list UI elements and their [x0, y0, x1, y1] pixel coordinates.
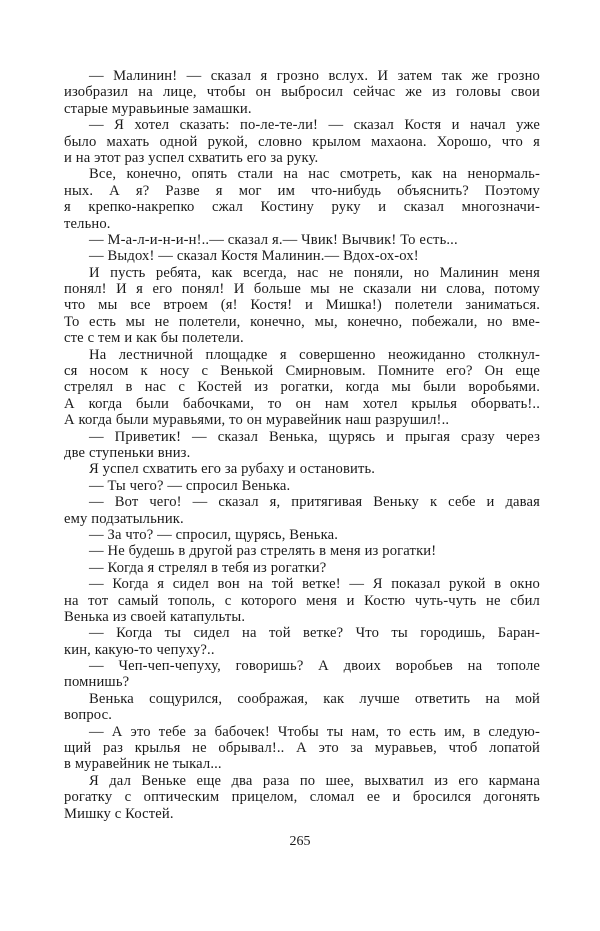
paragraph	[64, 658, 540, 691]
text-line: Все, конечно, опять стали на нас смотреть, как на ненормаль-	[89, 166, 540, 183]
text-line: То есть мы не полетели, конечно, мы, конечно, побежали, но вме-	[64, 313, 540, 330]
paragraph	[64, 248, 540, 264]
text-line: На лестничной площадке я совершенно неожиданно столкнул-	[89, 346, 540, 363]
text-line: и на этот раз успел схватить его за руку.	[64, 149, 319, 166]
text-line: кин, какую-то чепуху?..	[64, 641, 215, 658]
text-line: Я успел схватить его за рубаху и остановить.	[89, 461, 376, 478]
text-line: — Когда я стрелял в тебя из рогатки?	[89, 559, 327, 576]
text-line: Венька сощурился, соображая, как лучше ответить на мой	[89, 690, 540, 707]
text-line: рогатку с оптическим прицелом, сломал ее и бросился догонять	[64, 789, 540, 806]
text-line: ных. А я? Разве я мог им что-нибудь объяснить? Поэтому	[64, 182, 540, 199]
text-line: на тот самый тополь, с которого меня и Костю чуть-чуть не сбил	[64, 592, 540, 609]
text-line: понял! И я его понял! И больше мы не сказали ни слова, потому	[64, 281, 540, 298]
page-number: 265	[289, 834, 311, 849]
text-line: А когда были муравьями, то он муравейник наш разрушил!..	[64, 412, 450, 429]
text-line: — Приветик! — сказал Венька, щурясь и прыгая сразу через	[89, 428, 540, 445]
text-line: — За что? — спросил, щурясь, Венька.	[89, 526, 339, 543]
text-line: ему подзатыльник.	[64, 510, 184, 527]
text-line: изобразил на лице, чтобы он выбросил сейчас же из головы свои	[64, 84, 540, 101]
text-line: — Когда ты сидел на той ветке? Что ты городишь, Баран-	[89, 625, 540, 642]
text-line: И пусть ребята, как всегда, нас не поняли, но Малинин меня	[89, 264, 540, 281]
paragraph	[64, 232, 540, 248]
paragraph	[64, 773, 540, 822]
text-line: — Чеп-чеп-чепуху, говоришь? А двоих воробьев на тополе	[89, 658, 540, 675]
text-line: ся носом к носу с Венькой Смирновым. Помните его? Он еще	[64, 363, 540, 380]
paragraph	[64, 478, 540, 494]
paragraph	[64, 691, 540, 724]
text-line: вопрос.	[64, 707, 113, 724]
text-line: щий раз крылья не обрывал!.. А это за муравьев, чтоб лопатой	[64, 740, 540, 757]
paragraph	[64, 68, 540, 117]
text-line: — Малинин! — сказал я грозно вслух. И затем так же грозно	[89, 68, 540, 84]
text-line: две ступеньки вниз.	[64, 444, 191, 461]
paragraph	[64, 560, 540, 576]
text-line: — М-а-л-и-н-и-н!..— сказал я.— Чвик! Вычвик! То есть...	[89, 231, 458, 248]
text-line: Мишку с Костей.	[64, 805, 174, 822]
text-line: — Вот чего! — сказал я, притягивая Веньку к себе и давая	[89, 494, 540, 511]
paragraph	[64, 543, 540, 559]
text-line: я крепко-накрепко сжал Костину руку и сказал многозначи-	[64, 199, 540, 216]
text-line: стрелял в нас с Костей из рогатки, когда мы были воробьями.	[64, 379, 540, 396]
paragraph	[64, 347, 540, 429]
text-line: Венька из своей катапульты.	[64, 608, 246, 625]
paragraph	[64, 527, 540, 543]
text-line: тельно.	[64, 215, 111, 232]
text-line: — Ты чего? — спросил Венька.	[89, 477, 291, 494]
book-page-text	[64, 68, 540, 822]
text-line: сте с тем и как бы полетели.	[64, 330, 244, 347]
text-line: А когда были бабочками, то он нам хотел крылья оборвать!..	[64, 395, 540, 412]
text-line: было махать одной рукой, словно крылом махаона. Хорошо, что я	[64, 133, 540, 150]
text-line: старые муравьиные замашки.	[64, 100, 252, 117]
text-line: в муравейник не тыкал...	[64, 756, 222, 773]
paragraph	[64, 429, 540, 462]
text-line: Я дал Веньке еще два раза по шее, выхватил из его кармана	[89, 772, 540, 789]
text-line: — А это тебе за бабочек! Чтобы ты нам, то есть им, в следую-	[89, 723, 540, 740]
paragraph	[64, 461, 540, 477]
paragraph	[64, 117, 540, 166]
text-line: — Выдох! — сказал Костя Малинин.— Вдох-ох-ох!	[89, 248, 419, 265]
paragraph	[64, 265, 540, 347]
paragraph	[64, 576, 540, 625]
paragraph	[64, 494, 540, 527]
text-line: помнишь?	[64, 674, 130, 691]
paragraph	[64, 166, 540, 232]
paragraph	[64, 724, 540, 773]
paragraph	[64, 625, 540, 658]
text-line: — Я хотел сказать: по-ле-те-ли! — сказал Костя и начал уже	[89, 117, 540, 134]
text-line: что мы все втроем (я! Костя! и Мишка!) полетели заниматься.	[64, 297, 540, 314]
text-line: — Не будешь в другой раз стрелять в меня из рогатки!	[89, 543, 437, 560]
text-line: — Когда я сидел вон на той ветке! — Я показал рукой в окно	[89, 576, 540, 593]
